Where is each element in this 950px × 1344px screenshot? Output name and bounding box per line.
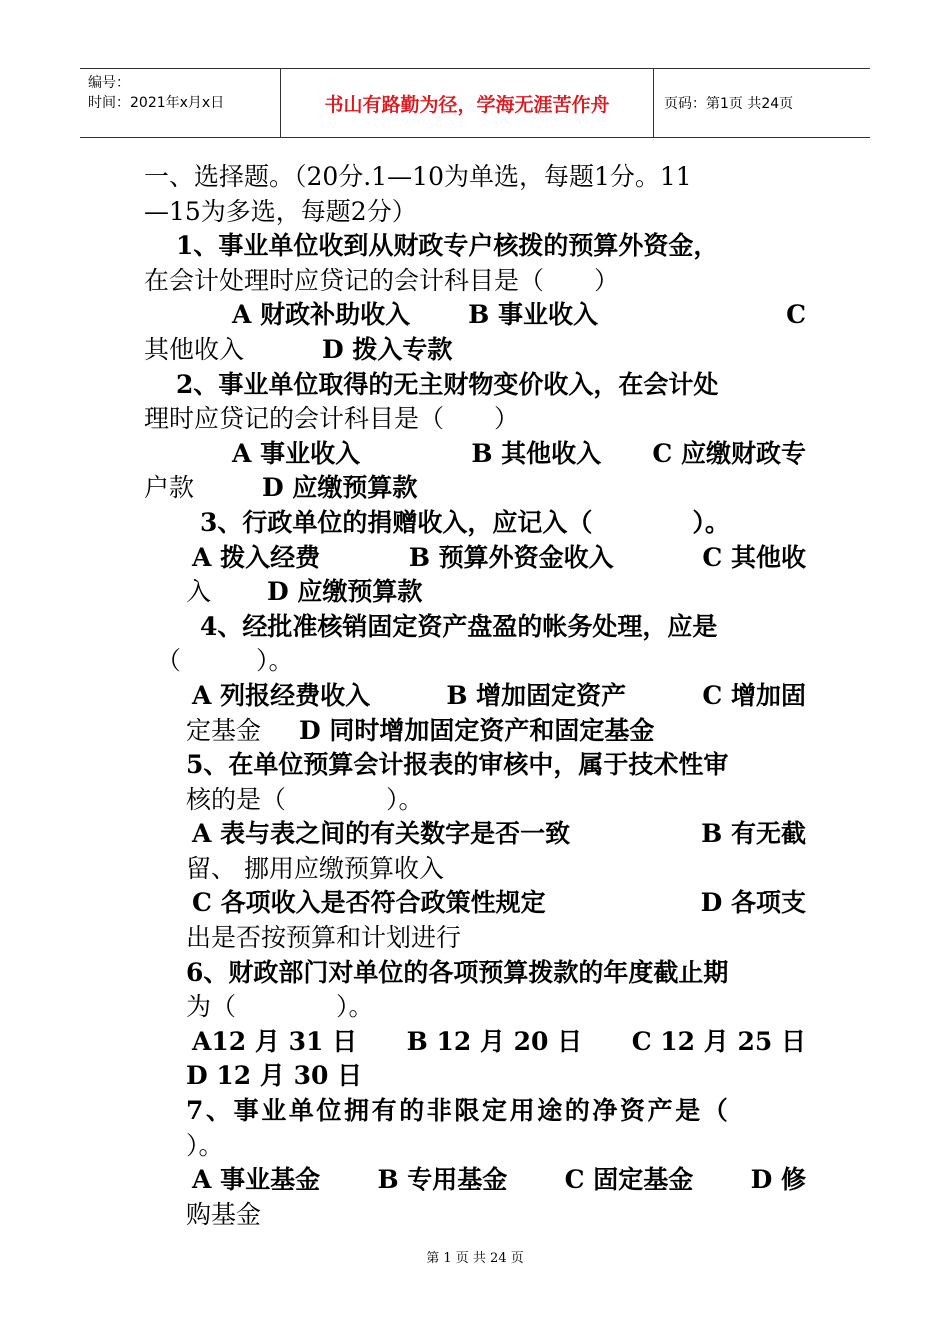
section-title: 一、选择题。（20分.1—10为单选，每题1分。11 bbox=[144, 162, 692, 191]
header-motto: 书山有路勤为径，学海无涯苦作舟 bbox=[281, 69, 654, 137]
page-footer: 第 1 页 共 24 页 bbox=[426, 1251, 524, 1266]
option: D 修 bbox=[750, 1165, 806, 1195]
option: 定基金 bbox=[186, 715, 262, 745]
option: B 12 月 20 日 bbox=[406, 1026, 583, 1056]
options-line bbox=[144, 1163, 806, 1198]
options-line bbox=[144, 679, 806, 714]
question-5: 5、在单位预算会计报表的审核中，属于技术性审 bbox=[186, 750, 729, 780]
option: A 表与表之间的有关数字是否一致 bbox=[192, 819, 571, 849]
text-line: 留、 挪用应缴预算收入 bbox=[186, 853, 444, 883]
header-page-info: 页码：第1页 共24页 bbox=[664, 96, 794, 112]
text-line: 出是否按预算和计划进行 bbox=[186, 923, 462, 953]
question-3: 3、行政单位的捐赠收入，应记入（ ）。 bbox=[200, 507, 730, 537]
option: C 应缴财政专 bbox=[652, 438, 806, 468]
document-header bbox=[80, 68, 870, 138]
option: C 各项收入是否符合政策性规定 bbox=[192, 888, 546, 918]
text-line: ）。 bbox=[186, 1130, 224, 1160]
question-2: 2、事业单位取得的无主财物变价收入，在会计处 bbox=[176, 369, 719, 399]
options-line bbox=[144, 714, 806, 749]
options-line bbox=[144, 471, 806, 506]
option: A 财政补助收入 bbox=[232, 300, 411, 330]
text-line: 核的是（ ）。 bbox=[186, 784, 424, 814]
question-4: 4、经批准核销固定资产盘盈的帐务处理，应是 bbox=[200, 611, 718, 641]
option: 户款 bbox=[144, 473, 195, 503]
question-7: 7、事业单位拥有的非限定用途的净资产是（ bbox=[186, 1096, 731, 1126]
question-6: 6、财政部门对单位的各项预算拨款的年度截止期 bbox=[186, 957, 729, 987]
options-line bbox=[144, 333, 806, 368]
option: B 有无截 bbox=[701, 819, 806, 849]
number-label: 编号： bbox=[88, 75, 130, 91]
option: A12 月 31 日 bbox=[192, 1026, 358, 1056]
option: B 预算外资金收入 bbox=[408, 542, 614, 572]
option: A 事业收入 bbox=[232, 438, 361, 468]
option: A 拨入经费 bbox=[192, 542, 321, 572]
options-line bbox=[144, 886, 806, 921]
option: B 其他收入 bbox=[471, 438, 602, 468]
option: A 事业基金 bbox=[192, 1165, 321, 1195]
options-line bbox=[144, 1025, 806, 1060]
question-1: 1、事业单位收到从财政专户核拨的预算外资金， bbox=[176, 231, 719, 261]
options-line bbox=[144, 575, 806, 610]
option: C 固定基金 bbox=[564, 1165, 694, 1195]
text-line: 购基金 bbox=[186, 1199, 262, 1229]
options-line bbox=[144, 541, 806, 576]
option: A 列报经费收入 bbox=[192, 680, 371, 710]
option: D 各项支 bbox=[700, 888, 806, 918]
option: D 同时增加固定资产和固定基金 bbox=[298, 715, 655, 745]
text-line: —15为多选，每题2分） bbox=[144, 196, 417, 226]
text-line: D 12 月 30 日 bbox=[186, 1061, 363, 1091]
options-line bbox=[144, 298, 806, 333]
time-label: 时间：2021年x月x日 bbox=[88, 95, 225, 111]
text-line: 理时应贷记的会计科目是（ ） bbox=[144, 404, 520, 434]
options-line bbox=[144, 817, 806, 852]
option: C 12 月 25 日 bbox=[631, 1026, 806, 1056]
option: B 增加固定资产 bbox=[446, 680, 627, 710]
question-content bbox=[144, 160, 806, 1232]
option: B 事业收入 bbox=[468, 300, 599, 330]
text-line: 为（ ）。 bbox=[186, 992, 374, 1022]
option: C 其他收 bbox=[702, 542, 806, 572]
option: C 增加固 bbox=[702, 680, 806, 710]
option: 其他收入 bbox=[144, 334, 245, 364]
option: D 拨入专款 bbox=[321, 334, 453, 364]
option: D 应缴预算款 bbox=[266, 577, 423, 607]
text-line: 在会计处理时应贷记的会计科目是（ ） bbox=[144, 265, 620, 295]
option: C bbox=[786, 300, 806, 330]
options-line bbox=[144, 437, 806, 472]
text-line: （ ）。 bbox=[156, 646, 294, 676]
option: 入 bbox=[186, 577, 212, 607]
option: D 应缴预算款 bbox=[261, 473, 418, 503]
header-meta bbox=[80, 69, 281, 137]
option: B 专用基金 bbox=[377, 1165, 508, 1195]
